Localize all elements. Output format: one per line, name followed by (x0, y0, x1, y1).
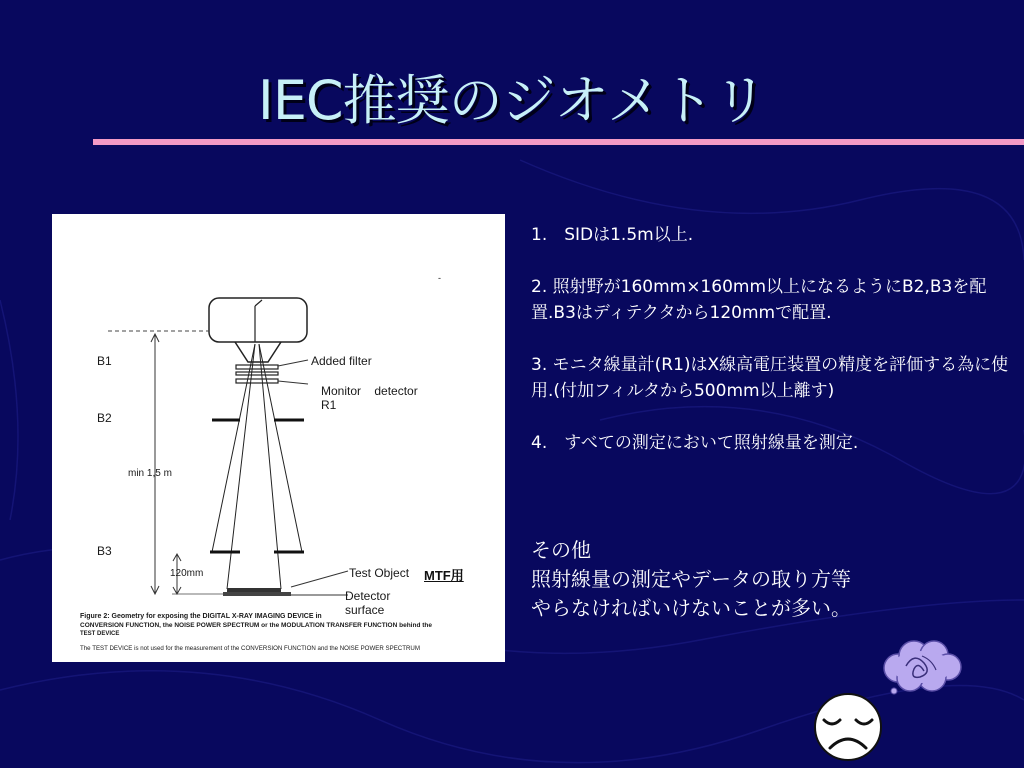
geometry-diagram (52, 214, 505, 662)
geometry-figure (52, 214, 505, 662)
mtf-tag: MTF用 (424, 568, 464, 583)
thought-cloud-icon (878, 638, 966, 696)
list-item: 2. 照射野が160mm×160mm以上になるようにB2,B3を配置.B3はディテクタから120mmで配置. (531, 277, 987, 323)
label-added-filter: Added filter (311, 354, 372, 368)
title-underline (93, 139, 1024, 145)
monitor-detector-shape (236, 379, 278, 383)
label-b3: B3 (97, 544, 112, 558)
xray-tube-shape (209, 298, 307, 342)
figure-caption-line-3: TEST DEVICE (80, 631, 120, 637)
figure-caption-line-2: CONVERSION FUNCTION, the NOISE POWER SPECTRUM or the MODULATION TRANSFER FUNCTION behind the (80, 623, 433, 629)
list-item: 3. モニタ線量計(R1)はX線高電圧装置の精度を評価する為に使用.(付加フィルタから500mm以上離す) (531, 355, 1009, 401)
label-dash: - (438, 273, 441, 283)
label-detector: Detector (345, 589, 391, 603)
detector-shape (223, 592, 291, 596)
requirements-list (531, 222, 1011, 482)
figure-caption-line-1: Figure 2: Geometry for exposing the DIGITAL X-RAY IMAGING DEVICE in (80, 613, 322, 620)
label-b1: B1 (97, 354, 112, 368)
label-distance: min 1,5 m (128, 468, 172, 479)
note-block (531, 536, 1011, 623)
label-monitor-detector: Monitor detector (321, 384, 418, 398)
figure-footnote: The TEST DEVICE is not used for the measurement of the CONVERSION FUNCTION and the NOISE POWER SPECTRUM (80, 646, 420, 652)
added-filter-shape (236, 365, 278, 369)
sad-face-icon (808, 690, 890, 764)
label-r1: R1 (321, 398, 337, 412)
label-b2: B2 (97, 411, 112, 425)
list-item: 1. SIDは1.5m以上. (531, 225, 694, 245)
note-line: 照射線量の測定やデータの取り方等 (531, 567, 851, 591)
label-test-object: Test Object (349, 566, 410, 580)
note-line: やらなければいけないことが多い。 (531, 596, 851, 620)
note-line: その他 (531, 538, 591, 562)
slide-title: IEC推奨のジオメトリ (257, 69, 767, 132)
list-item: 4. すべての測定において照射線量を測定. (531, 433, 859, 453)
label-surface: surface (345, 603, 385, 617)
label-gap: 120mm (170, 568, 204, 579)
